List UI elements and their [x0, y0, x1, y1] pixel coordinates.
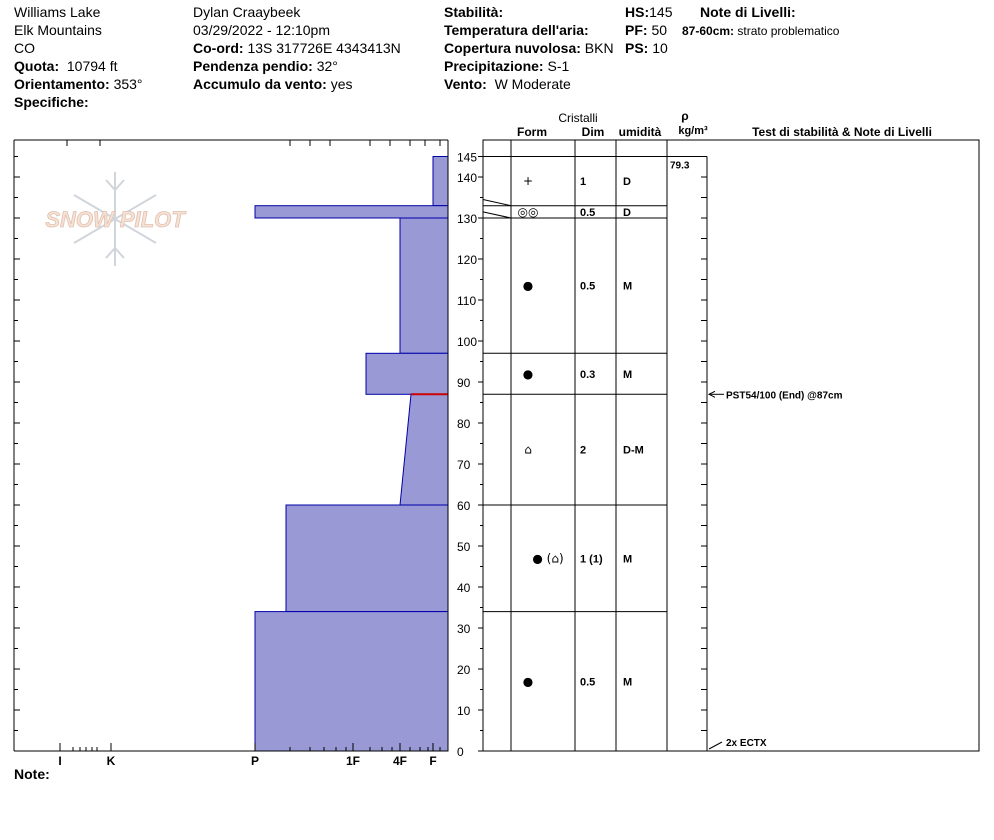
hardness-tick-label: P — [250, 754, 260, 768]
layer-form: ● — [522, 278, 534, 293]
layer-moisture: M — [623, 280, 633, 293]
hardness-bar — [400, 394, 448, 505]
sky-label: Copertura nuvolosa: — [444, 40, 581, 56]
depth-tick-label: 80 — [457, 417, 471, 431]
layer-size: 0.5 — [580, 676, 596, 689]
notes-label: Note: — [14, 766, 50, 782]
aspect-value: 353° — [113, 76, 143, 92]
layer-note-range: 87-60cm: — [682, 24, 735, 38]
sky-value: BKN — [584, 40, 614, 56]
layer-size: 1 — [580, 176, 587, 189]
hardness-tick-label: K — [106, 754, 116, 768]
layer-moisture: D — [623, 176, 631, 189]
aspect-label: Orientamento: — [14, 76, 110, 92]
layer-table — [483, 140, 979, 751]
depth-tick-label: 60 — [457, 499, 471, 513]
depth-tick-label: 10 — [457, 704, 471, 718]
precip-label: Precipitazione: — [444, 58, 544, 74]
hardness-bar — [366, 353, 448, 394]
pf-label: PF: — [625, 22, 648, 38]
hs-value: 145 — [649, 4, 673, 20]
precip-value: S-1 — [547, 58, 570, 74]
hardness-tick-label: F — [429, 754, 437, 768]
form-header: Form — [517, 125, 547, 139]
depth-tick-label: 40 — [457, 581, 471, 595]
depth-tick-label: 70 — [457, 458, 471, 472]
depth-tick-label: 100 — [457, 335, 478, 349]
stability-label: Stabilità: — [444, 4, 504, 20]
depth-tick-label: 50 — [457, 540, 471, 554]
depth-tick-label: 90 — [457, 376, 471, 390]
location-name: Williams Lake — [14, 4, 101, 20]
density-value: 79.3 — [670, 160, 690, 172]
depth-tick-label: 140 — [457, 171, 478, 185]
depth-tick-label: 20 — [457, 663, 471, 677]
rho-header: ρ — [681, 109, 689, 123]
hardness-bar — [255, 612, 448, 751]
layer-size: 0.5 — [580, 206, 596, 219]
layer-note-text: strato problematico — [737, 24, 840, 38]
depth-tick-label: 130 — [457, 212, 478, 226]
hs-label: HS: — [625, 4, 650, 20]
hardness-tick-label: 1F — [345, 754, 361, 768]
tests-header: Test di stabilità & Note di Livelli — [752, 125, 932, 139]
hardness-tick-label: 4F — [392, 754, 408, 768]
elevation-label: Quota: — [14, 58, 60, 74]
hardness-tick-label: I — [58, 754, 62, 768]
snowpilot-logo — [45, 172, 186, 266]
test-label: PST54/100 (End) @87cm — [726, 390, 843, 402]
layer-form: + — [522, 174, 534, 189]
layer-size: 0.5 — [580, 280, 596, 293]
layer-form: ◎◎ — [517, 204, 539, 219]
layer-connector-skew — [483, 212, 511, 218]
pf-value: 50 — [651, 22, 668, 38]
observer-name: Dylan Craaybeek — [193, 4, 301, 20]
layer-form: ● (⌂) — [532, 551, 564, 566]
coord-label: Co-ord: — [193, 40, 244, 56]
hardness-profile — [255, 157, 448, 752]
air-temp-label: Temperatura dell'aria: — [444, 22, 589, 38]
specifics-label: Specifiche: — [14, 94, 89, 110]
slope-value: 32° — [316, 58, 338, 74]
wind-label: Vento: — [444, 76, 487, 92]
slope-label: Pendenza pendio: — [193, 58, 313, 74]
wind-loading-label: Accumulo da vento: — [193, 76, 327, 92]
layer-moisture: M — [623, 368, 633, 381]
ps-label: PS: — [625, 40, 649, 56]
state: CO — [14, 40, 35, 56]
hardness-bar — [286, 505, 448, 612]
layer-form: ⌂ — [524, 442, 532, 457]
size-header: Dim — [581, 125, 605, 139]
layer-moisture: D — [623, 206, 631, 219]
hardness-bar — [433, 157, 448, 206]
hardness-bar — [255, 206, 448, 218]
depth-tick-label: 110 — [457, 294, 477, 308]
mountain-range: Elk Mountains — [14, 22, 102, 38]
layer-size: 0.3 — [580, 368, 596, 381]
hardness-bar — [400, 218, 448, 353]
layer-size: 1 (1) — [580, 553, 603, 566]
density-unit-header: kg/m³ — [678, 125, 708, 137]
depth-tick-label: 30 — [457, 622, 471, 636]
layer-moisture: M — [623, 553, 633, 566]
wind-loading-value: yes — [330, 76, 353, 92]
ps-value: 10 — [652, 40, 668, 56]
layer-form: ● — [522, 366, 534, 381]
test-leader-line — [709, 742, 722, 749]
layer-moisture: D-M — [623, 444, 644, 457]
layer-connector-skew — [483, 200, 511, 206]
moisture-header: umidità — [618, 125, 662, 139]
layer-notes-label: Note di Livelli: — [700, 4, 796, 20]
layer-size: 2 — [580, 444, 587, 457]
logo-text: SNOW PILOT — [45, 207, 185, 232]
layer-form: ● — [522, 674, 534, 689]
crystals-header: Cristalli — [558, 111, 598, 125]
elevation-value: 10794 ft — [66, 58, 118, 74]
layer-moisture: M — [623, 676, 633, 689]
wind-value: W Moderate — [494, 76, 571, 92]
test-label: 2x ECTX — [726, 738, 767, 749]
table-frame — [483, 140, 979, 751]
depth-tick-label: 0 — [457, 745, 464, 759]
coord-value: 13S 317726E 4343413N — [247, 40, 401, 56]
depth-tick-label: 145 — [457, 150, 478, 165]
depth-tick-label: 120 — [457, 253, 478, 267]
observation-datetime: 03/29/2022 - 12:10pm — [193, 22, 330, 38]
